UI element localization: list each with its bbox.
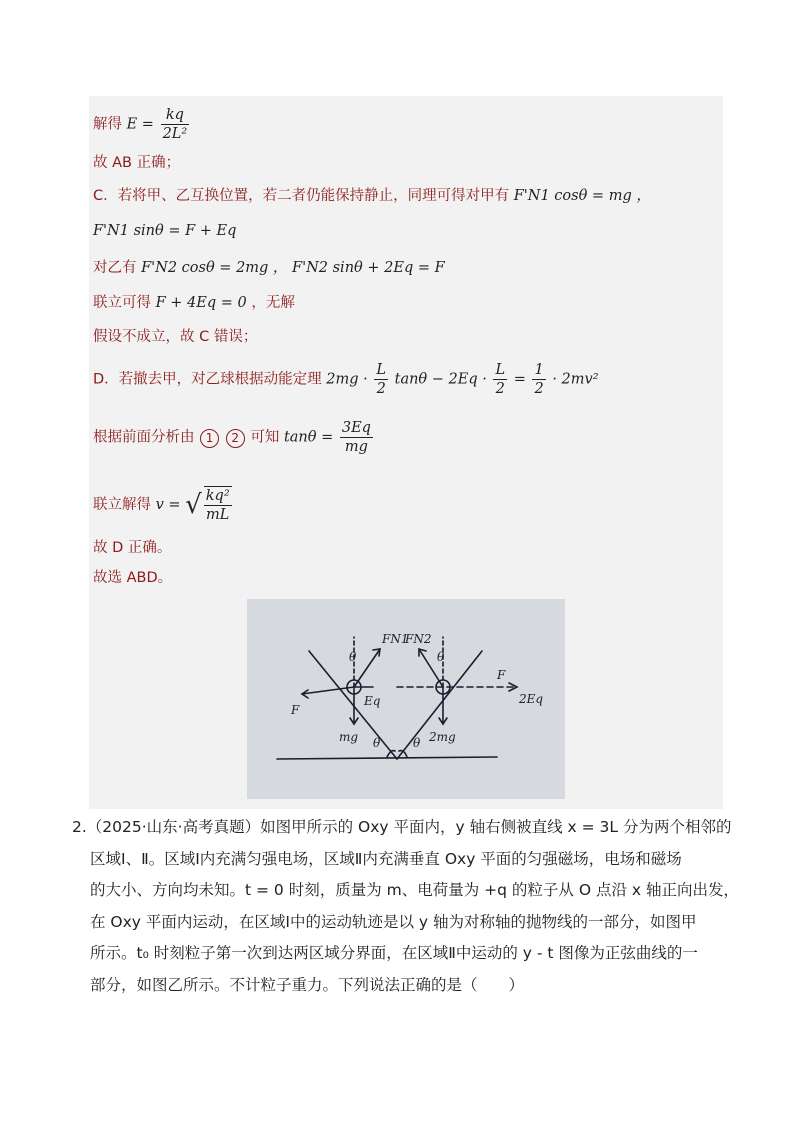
solution-line-9	[93, 419, 375, 456]
math-expression: 2mg ·	[326, 371, 368, 388]
solution-text: 对乙有	[93, 260, 137, 276]
math-expression: =	[513, 371, 526, 388]
solution-line-10	[93, 486, 234, 524]
question-2	[72, 812, 739, 1001]
fraction-denominator: mL	[206, 507, 230, 523]
question-line: 在 Oxy 平面内运动，在区域Ⅰ中的运动轨迹是以 y 轴为对称轴的抛物线的一部分，如图甲	[90, 912, 697, 931]
label-theta-ground-right: θ	[413, 736, 421, 750]
fraction-numerator: kq²	[205, 488, 230, 504]
solution-line-4	[93, 221, 236, 241]
solution-text: C．若将甲、乙互换位置，若二者仍能保持静止，同理可得对甲有	[93, 188, 510, 204]
fraction-numerator: kq	[161, 106, 190, 125]
fraction-denominator: 2	[534, 381, 544, 397]
math-expression: v =	[155, 497, 181, 513]
label-f-left: F	[291, 703, 300, 717]
solution-text: 联立可得	[93, 295, 151, 311]
f-left-arrow	[302, 687, 354, 694]
math-expression: E =	[126, 116, 154, 133]
label-2eq: 2Eq	[519, 692, 544, 706]
fraction-numerator: L	[495, 362, 506, 378]
fraction	[374, 361, 388, 398]
label-f-right: F	[497, 668, 506, 682]
math-expression: F + 4Eq = 0	[155, 295, 247, 311]
fraction-numerator: 3Eq	[341, 420, 371, 436]
solution-text: 可知	[250, 429, 280, 446]
label-eq: Eq	[364, 694, 381, 708]
solution-text: 解得	[93, 116, 122, 133]
label-fn2: FN2	[405, 632, 432, 646]
label-theta-left: θ	[349, 650, 357, 664]
math-expression: F'N2 cosθ = 2mg ，	[141, 260, 288, 276]
solution-line-11: 故 D 正确。	[93, 540, 172, 556]
math-expression: F'N1 cosθ = mg ，	[513, 188, 651, 204]
label-mg: mg	[339, 730, 359, 744]
label-2mg: 2mg	[429, 730, 456, 744]
solution-text: ，无解	[251, 295, 295, 311]
solution-line-3	[93, 186, 651, 206]
solution-line-8	[93, 361, 599, 398]
question-line: 2.（2025·山东·高考真题）如图甲所示的 Oxy 平面内，y 轴右侧被直线 x = 3L 分为两个相邻的	[72, 818, 732, 836]
fraction-numerator: L	[376, 362, 387, 378]
circled-number: 1	[200, 429, 219, 448]
question-line: 所示。t₀ 时刻粒子第一次到达两区域分界面，在区域Ⅱ中运动的 y - t 图像为正弦曲线的一	[90, 944, 698, 962]
fn1-arrow	[354, 649, 380, 687]
solution-line-7: 假设不成立，故 C 错误；	[93, 329, 258, 345]
force-diagram-photo	[247, 599, 565, 799]
solution-line-6	[93, 293, 295, 313]
solution-text: 联立解得	[93, 497, 151, 513]
label-theta-ground-left: θ	[373, 736, 381, 750]
math-expression: F'N1 sinθ = F + Eq	[93, 223, 237, 239]
fraction	[161, 106, 190, 143]
solution-line-1	[93, 106, 191, 143]
solution-line-12: 故选 ABD。	[93, 570, 173, 586]
circled-number: 2	[226, 429, 245, 448]
fraction-numerator: 1	[534, 362, 544, 378]
sqrt-fraction	[204, 486, 232, 524]
sqrt-sign: √	[185, 490, 202, 520]
fraction-denominator: mg	[344, 439, 368, 455]
math-expression: · 2mv²	[552, 371, 599, 388]
fraction-denominator: 2	[495, 381, 505, 397]
fraction-denominator: 2L²	[162, 126, 188, 142]
fraction-denominator: 2	[376, 381, 386, 397]
solution-text: 根据前面分析由	[93, 429, 195, 446]
math-expression: tanθ =	[283, 429, 334, 446]
solution-text: D．若撤去甲，对乙球根据动能定理	[93, 371, 322, 388]
label-fn1: FN1	[382, 632, 409, 646]
fraction	[532, 361, 545, 398]
question-line: 的大小、方向均未知。t = 0 时刻，质量为 m、电荷量为 +q 的粒子从 O 点沿 x 轴正向出发，	[90, 881, 739, 899]
math-expression: F'N2 sinθ + 2Eq = F	[292, 260, 445, 276]
question-line: 区域Ⅰ、Ⅱ。区域Ⅰ内充满匀强电场，区域Ⅱ内充满垂直 Oxy 平面的匀强磁场，电场和磁场	[90, 849, 682, 868]
math-expression: tanθ − 2Eq ·	[394, 371, 487, 388]
force-diagram	[247, 599, 565, 799]
solution-line-5	[93, 258, 445, 278]
label-theta-right: θ	[437, 650, 445, 664]
fraction	[340, 419, 373, 456]
fraction	[493, 361, 507, 398]
solution-line-2: 故 AB 正确；	[93, 155, 181, 171]
question-line: 部分，如图乙所示。不计粒子重力。下列说法正确的是（ ）	[90, 975, 525, 994]
